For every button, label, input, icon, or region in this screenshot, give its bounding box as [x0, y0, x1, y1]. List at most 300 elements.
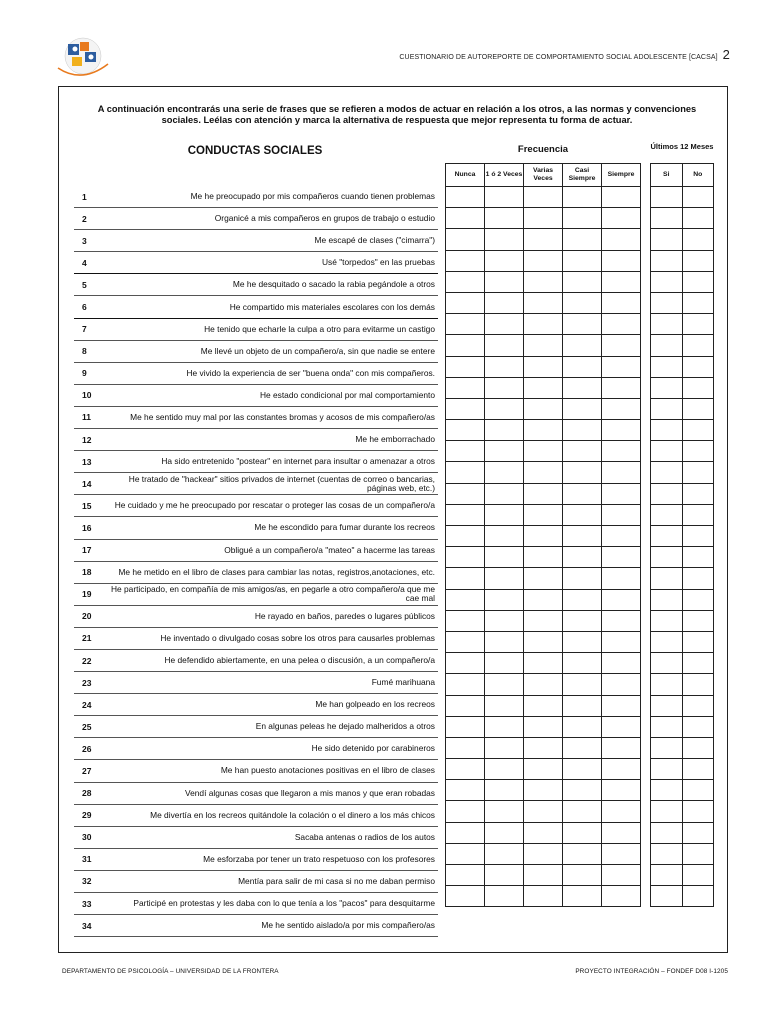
- last-12-months-answer-box[interactable]: [682, 462, 714, 483]
- frequency-answer-box[interactable]: [563, 504, 602, 525]
- last-12-months-answer-box[interactable]: [651, 271, 683, 292]
- frequency-answer-box[interactable]: [602, 462, 641, 483]
- frequency-answer-box[interactable]: [602, 504, 641, 525]
- answer-row: [651, 398, 714, 419]
- frequency-answer-box[interactable]: [446, 801, 485, 822]
- frequency-answer-box[interactable]: [485, 420, 524, 441]
- frequency-answer-box[interactable]: [563, 865, 602, 886]
- last-12-months-answer-box[interactable]: [682, 843, 714, 864]
- frequency-answer-box[interactable]: [524, 335, 563, 356]
- frequency-answer-box[interactable]: [485, 208, 524, 229]
- last-12-months-answer-box[interactable]: [682, 526, 714, 547]
- frequency-answer-box[interactable]: [602, 822, 641, 843]
- item-row: [74, 672, 438, 694]
- answer-row: [651, 865, 714, 886]
- answer-row: [446, 377, 641, 398]
- frequency-answer-box[interactable]: [485, 547, 524, 568]
- frequency-answer-box[interactable]: [524, 356, 563, 377]
- frequency-answer-box[interactable]: [524, 759, 563, 780]
- frequency-answer-box[interactable]: [602, 208, 641, 229]
- last-12-months-answer-box[interactable]: [682, 208, 714, 229]
- frequency-answer-box[interactable]: [524, 589, 563, 610]
- last-12-months-answer-box[interactable]: [651, 674, 683, 695]
- frequency-answer-box[interactable]: [602, 865, 641, 886]
- frequency-answer-box[interactable]: [524, 695, 563, 716]
- last-12-months-answer-box[interactable]: [682, 737, 714, 758]
- frequency-answer-box[interactable]: [485, 292, 524, 313]
- frequency-answer-box[interactable]: [524, 547, 563, 568]
- frequency-answer-box[interactable]: [602, 695, 641, 716]
- last-12-months-answer-box[interactable]: [682, 483, 714, 504]
- frequency-answer-box[interactable]: [485, 483, 524, 504]
- last-12-months-answer-box[interactable]: [682, 695, 714, 716]
- item-number: 20: [82, 611, 92, 622]
- frequency-answer-box[interactable]: [602, 716, 641, 737]
- frequency-answer-box[interactable]: [602, 271, 641, 292]
- frequency-answer-box[interactable]: [524, 631, 563, 652]
- frequency-answer-box[interactable]: [602, 547, 641, 568]
- frequency-answer-box[interactable]: [485, 398, 524, 419]
- frequency-answer-box[interactable]: [485, 229, 524, 250]
- frequency-answer-box[interactable]: [524, 187, 563, 208]
- frequency-answer-box[interactable]: [602, 759, 641, 780]
- last-12-months-answer-box[interactable]: [651, 250, 683, 271]
- frequency-answer-box[interactable]: [563, 674, 602, 695]
- frequency-answer-box[interactable]: [602, 398, 641, 419]
- frequency-answer-box[interactable]: [563, 187, 602, 208]
- item-text: Usé "torpedos" en las pruebas: [321, 257, 435, 268]
- frequency-answer-box[interactable]: [485, 631, 524, 652]
- last-12-months-answer-box[interactable]: [651, 653, 683, 674]
- item-number: 34: [82, 920, 92, 931]
- answer-row: [446, 504, 641, 525]
- last-12-months-answer-box[interactable]: [682, 568, 714, 589]
- last-12-months-answer-box[interactable]: [651, 526, 683, 547]
- last-12-months-answer-box[interactable]: [651, 356, 683, 377]
- item-row: [74, 252, 438, 274]
- frequency-answer-box[interactable]: [563, 886, 602, 907]
- frequency-answer-box[interactable]: [524, 462, 563, 483]
- last-12-months-answer-box[interactable]: [682, 589, 714, 610]
- frequency-answer-box[interactable]: [446, 822, 485, 843]
- frequency-answer-box[interactable]: [485, 865, 524, 886]
- frequency-answer-box[interactable]: [485, 653, 524, 674]
- frequency-answer-box[interactable]: [485, 250, 524, 271]
- item-number: 32: [82, 876, 92, 887]
- item-row: [74, 827, 438, 849]
- last-12-months-answer-box[interactable]: [682, 865, 714, 886]
- frequency-answer-box[interactable]: [524, 441, 563, 462]
- answer-row: [651, 356, 714, 377]
- frequency-answer-box[interactable]: [446, 759, 485, 780]
- frequency-answer-box[interactable]: [563, 483, 602, 504]
- frequency-answer-box[interactable]: [446, 335, 485, 356]
- item-row: [74, 429, 438, 451]
- frequency-answer-box[interactable]: [524, 420, 563, 441]
- frequency-answer-box[interactable]: [602, 420, 641, 441]
- frequency-answer-box[interactable]: [524, 886, 563, 907]
- frequency-answer-box[interactable]: [446, 462, 485, 483]
- frequency-answer-box[interactable]: [446, 610, 485, 631]
- frequency-answer-box[interactable]: [602, 483, 641, 504]
- last-12-months-answer-box[interactable]: [682, 420, 714, 441]
- frequency-answer-box[interactable]: [563, 420, 602, 441]
- last-12-months-answer-box[interactable]: [651, 780, 683, 801]
- last-12-months-answer-box[interactable]: [682, 398, 714, 419]
- last-12-months-answer-box[interactable]: [651, 441, 683, 462]
- column-header: 1 ó 2 Veces: [485, 164, 524, 187]
- answer-row: [651, 250, 714, 271]
- last-12-months-answer-box[interactable]: [682, 547, 714, 568]
- frequency-answer-box[interactable]: [524, 229, 563, 250]
- last-12-months-answer-box[interactable]: [651, 801, 683, 822]
- item-number: 1: [82, 191, 87, 202]
- frequency-answer-box[interactable]: [602, 356, 641, 377]
- last-12-months-answer-box[interactable]: [651, 822, 683, 843]
- item-number: 31: [82, 854, 92, 865]
- frequency-answer-box[interactable]: [563, 822, 602, 843]
- item-text: En algunas peleas he dejado malheridos a otros: [255, 721, 435, 732]
- frequency-answer-box[interactable]: [485, 504, 524, 525]
- frequency-answer-box[interactable]: [524, 504, 563, 525]
- last-12-months-answer-box[interactable]: [682, 229, 714, 250]
- item-number: 17: [82, 545, 92, 556]
- frequency-answer-box[interactable]: [446, 631, 485, 652]
- answer-row: [651, 610, 714, 631]
- answer-row: [446, 610, 641, 631]
- frequency-answer-box[interactable]: [446, 250, 485, 271]
- frequency-answer-box[interactable]: [485, 377, 524, 398]
- last-12-months-answer-box[interactable]: [682, 780, 714, 801]
- item-text: He vivido la experiencia de ser "buena onda" con mis compañeros.: [186, 367, 435, 378]
- answer-row: [651, 695, 714, 716]
- column-header: Nunca: [446, 164, 485, 187]
- item-number: 2: [82, 213, 87, 224]
- frequency-answer-box[interactable]: [563, 208, 602, 229]
- last-12-months-answer-box[interactable]: [651, 610, 683, 631]
- item-row: [74, 230, 438, 252]
- frequency-answer-box[interactable]: [563, 759, 602, 780]
- last-12-months-answer-box[interactable]: [682, 314, 714, 335]
- item-text: Me he sentido aislado/a por mis compañero/as: [261, 920, 435, 931]
- item-row: [74, 606, 438, 628]
- item-number: 15: [82, 500, 92, 511]
- frequency-answer-box[interactable]: [602, 886, 641, 907]
- frequency-answer-box[interactable]: [446, 589, 485, 610]
- last-12-months-answer-box[interactable]: [651, 631, 683, 652]
- last-12-months-answer-box[interactable]: [651, 865, 683, 886]
- frequency-answer-box[interactable]: [563, 695, 602, 716]
- frequency-answer-box[interactable]: [563, 271, 602, 292]
- last-12-months-answer-box[interactable]: [651, 843, 683, 864]
- last-12-months-answer-box[interactable]: [682, 674, 714, 695]
- frequency-answer-box[interactable]: [485, 462, 524, 483]
- logo: [52, 34, 114, 82]
- frequency-answer-box[interactable]: [485, 271, 524, 292]
- frequency-answer-box[interactable]: [563, 716, 602, 737]
- frequency-answer-box[interactable]: [485, 610, 524, 631]
- frequency-answer-box[interactable]: [524, 716, 563, 737]
- frequency-answer-box[interactable]: [446, 356, 485, 377]
- frequency-answer-box[interactable]: [563, 462, 602, 483]
- frequency-answer-box[interactable]: [563, 780, 602, 801]
- frequency-answer-box[interactable]: [446, 398, 485, 419]
- last-12-months-answer-box[interactable]: [682, 886, 714, 907]
- frequency-answer-box[interactable]: [446, 695, 485, 716]
- frequency-answer-box[interactable]: [446, 314, 485, 335]
- frequency-answer-box[interactable]: [446, 568, 485, 589]
- frequency-answer-box[interactable]: [446, 377, 485, 398]
- item-text: Participé en protestas y les daba con lo que tenía a los "pacos" para desquitarme: [133, 898, 435, 909]
- frequency-answer-box[interactable]: [446, 420, 485, 441]
- last-12-months-answer-box[interactable]: [651, 462, 683, 483]
- frequency-answer-box[interactable]: [602, 610, 641, 631]
- frequency-answer-box[interactable]: [485, 716, 524, 737]
- frequency-answer-box[interactable]: [446, 292, 485, 313]
- frequency-answer-box[interactable]: [446, 674, 485, 695]
- frequency-answer-box[interactable]: [524, 653, 563, 674]
- frequency-answer-box[interactable]: [524, 208, 563, 229]
- answer-row: [651, 631, 714, 652]
- last-12-months-answer-box[interactable]: [651, 377, 683, 398]
- frequency-answer-box[interactable]: [446, 780, 485, 801]
- frequency-answer-box[interactable]: [602, 737, 641, 758]
- item-number: 28: [82, 788, 92, 799]
- frequency-answer-box[interactable]: [524, 780, 563, 801]
- frequency-answer-box[interactable]: [485, 801, 524, 822]
- frequency-answer-box[interactable]: [602, 780, 641, 801]
- frequency-answer-box[interactable]: [602, 292, 641, 313]
- frequency-answer-box[interactable]: [524, 292, 563, 313]
- frequency-answer-box[interactable]: [485, 822, 524, 843]
- last-12-months-answer-box[interactable]: [682, 441, 714, 462]
- item-row: [74, 363, 438, 385]
- frequency-answer-box[interactable]: [485, 356, 524, 377]
- item-row: [74, 319, 438, 341]
- frequency-answer-box[interactable]: [446, 271, 485, 292]
- frequency-answer-box[interactable]: [563, 377, 602, 398]
- last-12-months-answer-box[interactable]: [651, 695, 683, 716]
- frequency-answer-box[interactable]: [602, 589, 641, 610]
- frequency-answer-box[interactable]: [563, 526, 602, 547]
- frequency-answer-box[interactable]: [563, 335, 602, 356]
- item-row: [74, 694, 438, 716]
- item-row: [74, 341, 438, 363]
- answer-row: [651, 674, 714, 695]
- last-12-months-answer-box[interactable]: [651, 737, 683, 758]
- frequency-answer-box[interactable]: [446, 865, 485, 886]
- frequency-answer-box[interactable]: [485, 441, 524, 462]
- frequency-answer-box[interactable]: [446, 737, 485, 758]
- item-text: Me he escondido para fumar durante los recreos: [254, 522, 435, 533]
- frequency-answer-box[interactable]: [602, 441, 641, 462]
- last-12-months-answer-box[interactable]: [651, 187, 683, 208]
- last-12-months-answer-box[interactable]: [651, 759, 683, 780]
- last-12-months-answer-box[interactable]: [682, 504, 714, 525]
- item-text: Me he emborrachado: [355, 434, 435, 445]
- frequency-answer-box[interactable]: [446, 526, 485, 547]
- item-number: 33: [82, 898, 92, 909]
- frequency-answer-box[interactable]: [485, 335, 524, 356]
- item-row: [74, 738, 438, 760]
- answer-row: [446, 314, 641, 335]
- frequency-answer-box[interactable]: [446, 843, 485, 864]
- last-12-months-answer-box[interactable]: [651, 335, 683, 356]
- frequency-answer-box[interactable]: [524, 843, 563, 864]
- frequency-answer-box[interactable]: [524, 250, 563, 271]
- frequency-answer-box[interactable]: [563, 737, 602, 758]
- frequency-answer-box[interactable]: [602, 377, 641, 398]
- answer-row: [446, 695, 641, 716]
- frequency-answer-box[interactable]: [524, 865, 563, 886]
- frequency-answer-box[interactable]: [602, 335, 641, 356]
- item-number: 12: [82, 434, 92, 445]
- frequency-answer-box[interactable]: [485, 526, 524, 547]
- item-row: [74, 495, 438, 517]
- frequency-answer-box[interactable]: [524, 801, 563, 822]
- frequency-answer-box[interactable]: [446, 229, 485, 250]
- frequency-answer-box[interactable]: [563, 801, 602, 822]
- frequency-answer-box[interactable]: [524, 568, 563, 589]
- answer-row: [446, 716, 641, 737]
- frequency-answer-box[interactable]: [563, 441, 602, 462]
- frequency-answer-box[interactable]: [602, 314, 641, 335]
- frequency-answer-box[interactable]: [485, 843, 524, 864]
- frequency-answer-box[interactable]: [524, 314, 563, 335]
- last-12-months-answer-box[interactable]: [682, 356, 714, 377]
- frequency-answer-box[interactable]: [563, 250, 602, 271]
- frequency-answer-box[interactable]: [602, 229, 641, 250]
- frequency-answer-box[interactable]: [485, 589, 524, 610]
- item-row: [74, 186, 438, 208]
- frequency-answer-box[interactable]: [563, 547, 602, 568]
- frequency-answer-box[interactable]: [446, 653, 485, 674]
- frequency-answer-box[interactable]: [524, 822, 563, 843]
- last-12-months-answer-box[interactable]: [651, 886, 683, 907]
- frequency-answer-box[interactable]: [485, 568, 524, 589]
- last-12-months-answer-box[interactable]: [682, 801, 714, 822]
- last-12-months-answer-box[interactable]: [651, 568, 683, 589]
- last-12-months-answer-box[interactable]: [651, 547, 683, 568]
- answer-row: [446, 335, 641, 356]
- item-number: 24: [82, 699, 92, 710]
- frequency-answer-box[interactable]: [524, 377, 563, 398]
- item-text: Me escapé de clases ("cimarra"): [314, 235, 435, 246]
- column-header: No: [682, 164, 714, 187]
- frequency-answer-box[interactable]: [602, 631, 641, 652]
- frequency-answer-box[interactable]: [446, 208, 485, 229]
- frequency-answer-box[interactable]: [563, 568, 602, 589]
- frequency-answer-box[interactable]: [485, 695, 524, 716]
- frequency-answer-box[interactable]: [485, 886, 524, 907]
- frequency-answer-box[interactable]: [524, 398, 563, 419]
- last-12-months-answer-box[interactable]: [651, 716, 683, 737]
- last-12-months-answer-box[interactable]: [651, 420, 683, 441]
- frequency-answer-box[interactable]: [563, 653, 602, 674]
- last-12-months-answer-box[interactable]: [651, 314, 683, 335]
- last-12-months-answer-box[interactable]: [651, 229, 683, 250]
- last-12-months-answer-box[interactable]: [682, 653, 714, 674]
- last-12-months-answer-box[interactable]: [682, 822, 714, 843]
- frequency-answer-box[interactable]: [524, 483, 563, 504]
- frequency-answer-box[interactable]: [524, 271, 563, 292]
- frequency-answer-box[interactable]: [485, 674, 524, 695]
- frequency-answer-box[interactable]: [563, 589, 602, 610]
- last-12-months-answer-box[interactable]: [651, 589, 683, 610]
- frequency-answer-box[interactable]: [602, 250, 641, 271]
- frequency-answer-box[interactable]: [563, 631, 602, 652]
- last-12-months-answer-box[interactable]: [651, 504, 683, 525]
- frequency-answer-box[interactable]: [563, 292, 602, 313]
- last-12-months-answer-box[interactable]: [651, 208, 683, 229]
- last-12-months-answer-box[interactable]: [682, 716, 714, 737]
- frequency-answer-box[interactable]: [602, 187, 641, 208]
- frequency-answer-box[interactable]: [563, 314, 602, 335]
- frequency-answer-box[interactable]: [563, 843, 602, 864]
- last-12-months-answer-box[interactable]: [651, 483, 683, 504]
- frequency-answer-box[interactable]: [485, 314, 524, 335]
- frequency-answer-box[interactable]: [602, 568, 641, 589]
- frequency-answer-box[interactable]: [563, 398, 602, 419]
- last-12-months-answer-box[interactable]: [682, 631, 714, 652]
- frequency-answer-box[interactable]: [563, 356, 602, 377]
- frequency-answer-box[interactable]: [446, 483, 485, 504]
- item-text: He inventado o divulgado cosas sobre los otros para causarles problemas: [160, 632, 435, 643]
- answer-row: [446, 356, 641, 377]
- frequency-answer-box[interactable]: [563, 610, 602, 631]
- frequency-answer-box[interactable]: [602, 843, 641, 864]
- frequency-answer-box[interactable]: [485, 187, 524, 208]
- last-12-months-answer-box[interactable]: [682, 271, 714, 292]
- last-12-months-answer-box[interactable]: [682, 759, 714, 780]
- frequency-answer-box[interactable]: [563, 229, 602, 250]
- frequency-answer-box[interactable]: [602, 674, 641, 695]
- frequency-answer-box[interactable]: [524, 737, 563, 758]
- frequency-answer-box[interactable]: [485, 737, 524, 758]
- answer-row: [446, 631, 641, 652]
- frequency-answer-box[interactable]: [446, 441, 485, 462]
- frequency-answer-box[interactable]: [602, 653, 641, 674]
- document-header: [399, 47, 730, 62]
- frequency-answer-box[interactable]: [485, 780, 524, 801]
- frequency-answer-box[interactable]: [446, 504, 485, 525]
- item-row: [74, 893, 438, 915]
- item-number: 23: [82, 677, 92, 688]
- last-12-months-answer-box[interactable]: [682, 187, 714, 208]
- last-12-months-answer-box[interactable]: [651, 292, 683, 313]
- footer-project: PROYECTO INTEGRACIÓN – FONDEF D08 I-1205: [575, 968, 728, 975]
- frequency-answer-box[interactable]: [524, 526, 563, 547]
- last-12-months-answer-box[interactable]: [682, 335, 714, 356]
- last-12-months-answer-box[interactable]: [682, 377, 714, 398]
- frequency-answer-box[interactable]: [524, 674, 563, 695]
- item-number: 16: [82, 522, 92, 533]
- frequency-answer-box[interactable]: [524, 610, 563, 631]
- frequency-answer-box[interactable]: [602, 801, 641, 822]
- frequency-answer-box[interactable]: [446, 716, 485, 737]
- frequency-answer-box[interactable]: [446, 187, 485, 208]
- item-text: Me han puesto anotaciones positivas en el libro de clases: [220, 765, 435, 776]
- frequency-answer-box[interactable]: [446, 547, 485, 568]
- last-12-months-answer-box[interactable]: [682, 250, 714, 271]
- section-title: CONDUCTAS SOCIALES: [187, 145, 323, 157]
- frequency-answer-box[interactable]: [485, 759, 524, 780]
- last-12-months-answer-box[interactable]: [682, 610, 714, 631]
- last-12-months-answer-box[interactable]: [682, 292, 714, 313]
- last-12-months-answer-box[interactable]: [651, 398, 683, 419]
- frequency-answer-box[interactable]: [602, 526, 641, 547]
- frequency-answer-box[interactable]: [446, 886, 485, 907]
